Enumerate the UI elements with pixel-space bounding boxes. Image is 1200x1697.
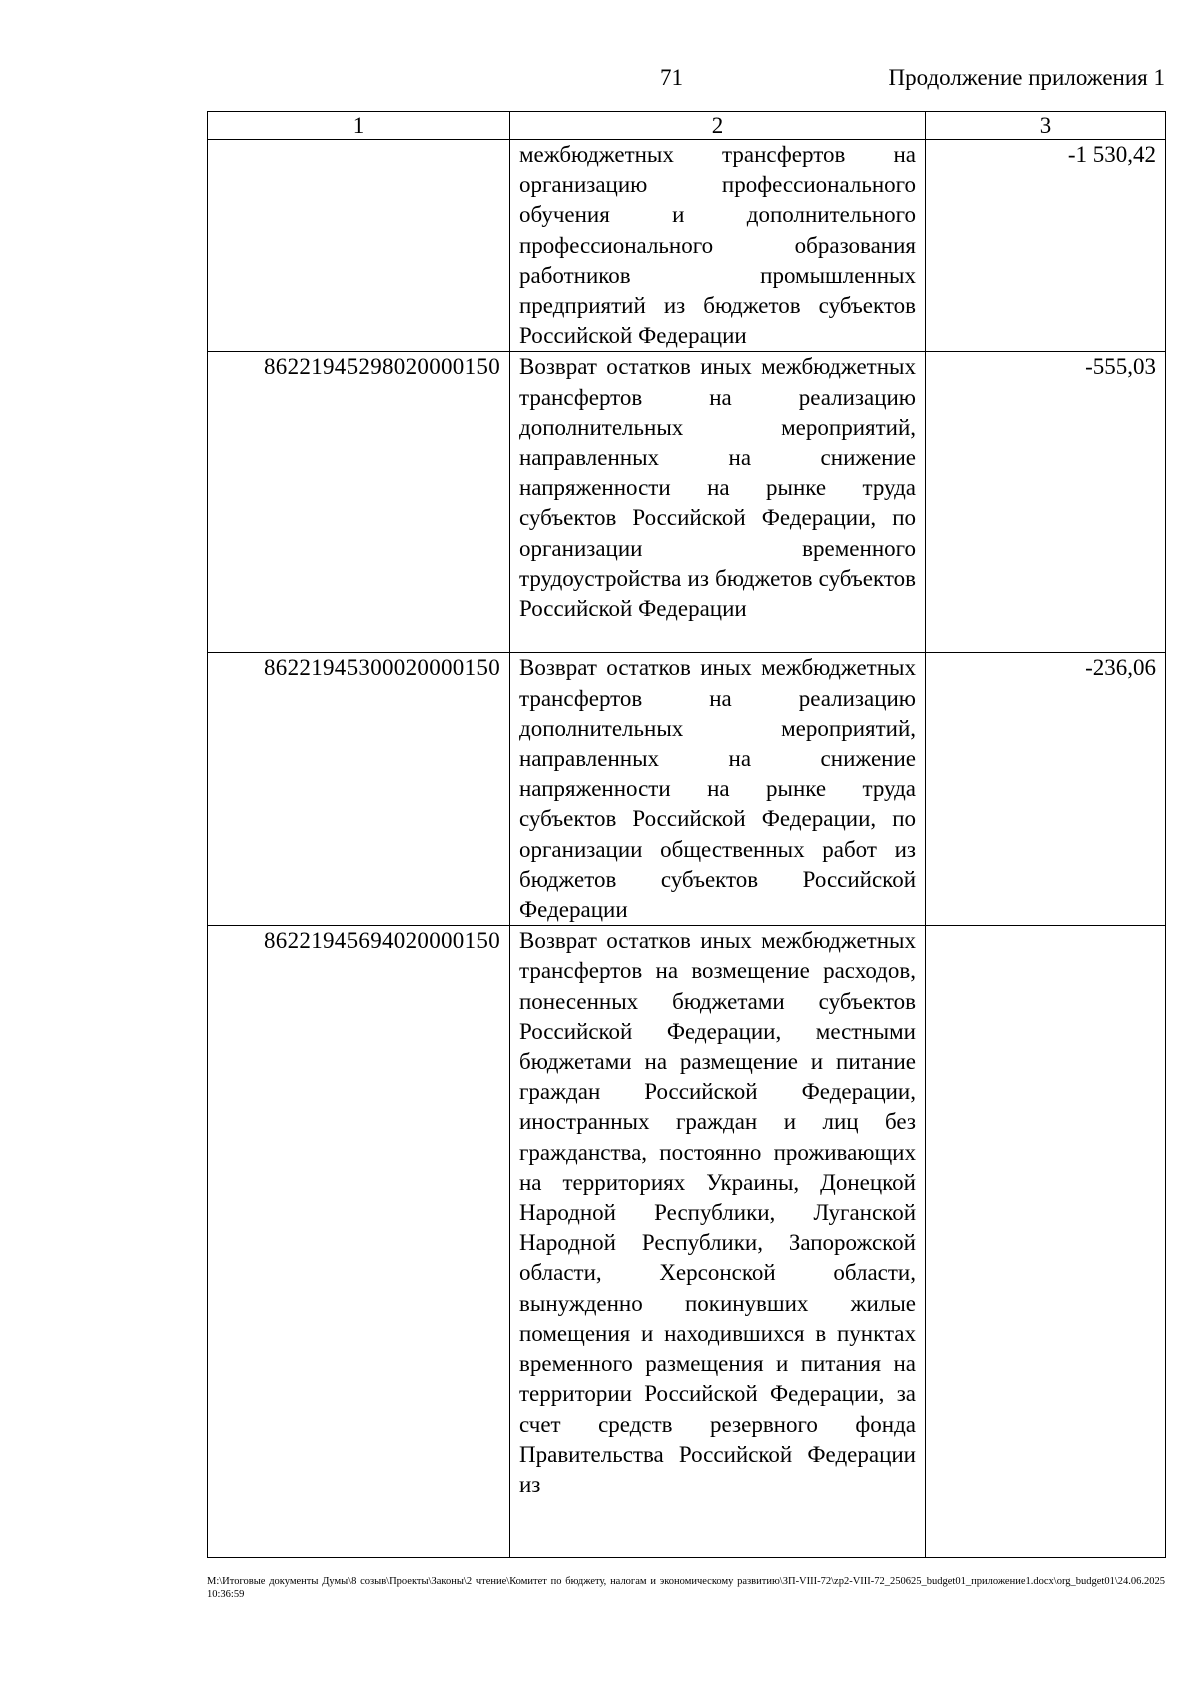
row-description: Возврат остатков иных межбюджетных трансфертов на возмещение расходов, понесенных бюджетами субъектов Российской Федерации, местными бюджетами на размещение и питание граждан Российской Федерации, иностранных граждан и лиц без гражданства, постоянно проживающих на территориях Украины, Донецкой Народной Республики, Луганской Народной Республики, Запорожской области, Херсонской области, вынужденно покинувших жилые помещения и находившихся в пунктах временного размещения и питания на территории Российской Федерации, за счет средств резервного фонда Правительства Российской Федерации из xyxy=(510,926,926,1558)
continuation-label: Продолжение приложения 1 xyxy=(888,65,1165,90)
row-amount: -555,03 xyxy=(926,352,1166,653)
row-description: межбюджетных трансфертов на организацию профессионального обучения и дополнительного профессионального образования работников промышленных предприятий из бюджетов субъектов Российской Федерации xyxy=(510,140,926,352)
row-description: Возврат остатков иных межбюджетных трансфертов на реализацию дополнительных мероприятий, направленных на снижение напряженности на рынке труда субъектов Российской Федерации, по организации общественных работ из бюджетов субъектов Российской Федерации xyxy=(510,653,926,926)
row-amount: -1 530,42 xyxy=(926,140,1166,352)
page-number: 71 xyxy=(660,65,683,90)
row-code: 86221945298020000150 xyxy=(208,352,510,653)
table-row xyxy=(208,140,1166,352)
document-footer-path: М:\Итоговые документы Думы\8 созыв\Проекты\Законы\2 чтение\Комитет по бюджету, налогам и экономическому развитию\ЗП-VIII-72\zp2-VIII-72_250625_budget01_приложение1.docx\org_budget01\24.06.2025 10:36:59 xyxy=(207,1576,1165,1600)
table-header-row xyxy=(208,112,1166,140)
row-amount: -236,06 xyxy=(926,653,1166,926)
table-row xyxy=(208,352,1166,653)
column-header-1: 1 xyxy=(208,112,510,140)
row-description: Возврат остатков иных межбюджетных трансфертов на реализацию дополнительных мероприятий, направленных на снижение напряженности на рынке труда субъектов Российской Федерации, по организации временного трудоустройства из бюджетов субъектов Российской Федерации xyxy=(510,352,926,653)
row-code: 86221945694020000150 xyxy=(208,926,510,1558)
row-code: 86221945300020000150 xyxy=(208,653,510,926)
column-header-3: 3 xyxy=(926,112,1166,140)
row-code xyxy=(208,140,510,352)
budget-table xyxy=(207,111,1166,1558)
column-header-2: 2 xyxy=(510,112,926,140)
table-row xyxy=(208,926,1166,1558)
table-row xyxy=(208,653,1166,926)
row-amount xyxy=(926,926,1166,1558)
